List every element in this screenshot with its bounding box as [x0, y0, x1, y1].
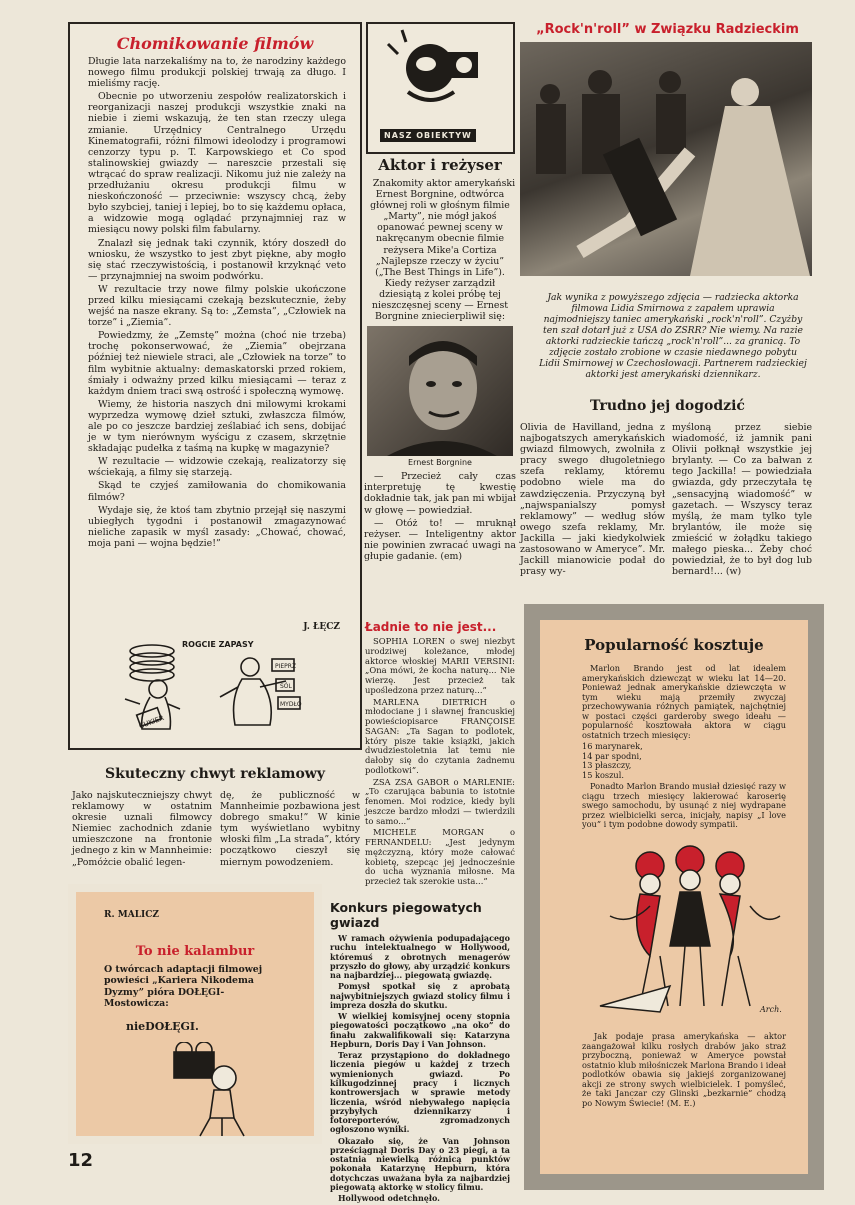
page-number: 12	[68, 1150, 94, 1171]
fans-cartoon	[590, 836, 790, 1016]
kalambur-author: R. MALICZ	[104, 910, 159, 920]
paragraph: MARLENA DIETRICH o młodociane j i sławnej francuskiej powieściopisarce FRANÇOISE SAGAN: „Ta Sagan to podlotek, który pisze takie książki, jakich dwudziestoletnia lat temu nie dałoby się do czytania żadnemu podlotkowi”.	[365, 696, 515, 775]
paragraph: W ramach ożywienia podupadającego ruchu intelektualnego w Hollywood, któremuś z obrotnych menagerów przyszło do głowy, aby urządzić konkurs na najbardziej... piegowatą gwiazdę.	[330, 933, 510, 981]
cartoon-label: PIEPRZ	[275, 663, 297, 670]
cartoon-label: SÓL	[280, 683, 292, 690]
kalambur-frame	[68, 884, 322, 1144]
chomikowanie-text	[88, 56, 346, 551]
ladnie-title: Ładnie to nie jest...	[365, 620, 497, 634]
paragraph: Wydaje się, że ktoś tam zbytnio przejął się naszymi ubiegłych tygodni i postanowił zmagazynować nieliche zapasik w myśl zasady: „Chować, chować, moja pani — wojna będzie!”	[88, 504, 346, 549]
paragraph: Pomysł spotkał się z aprobatą najwybitniejszych gwiazd stolicy filmu i impreza doszła do skutku.	[330, 981, 510, 1010]
paragraph: Skąd te czyjeś zamiłowania do chomikowania filmów?	[88, 480, 346, 503]
konkurs-article	[330, 900, 510, 1205]
konkurs-title: Konkurs piegowatych gwiazd	[330, 900, 482, 930]
chomikowanie-box	[68, 22, 362, 750]
cameraman-icon	[164, 1042, 264, 1138]
portrait-icon	[367, 326, 513, 456]
list-item: 16 marynarek,	[582, 741, 643, 752]
popularnosc-text	[582, 664, 786, 832]
paragraph: Okazało się, że Van Johnson prześciągnął Doris Day o 23 piegi, a ta ostatnia niewielką różnicą punktów pokonała Katarzynę Hepburn, która dotychczas uważana była za najbardziej piegowatą aktorkę w stolicy filmu.	[330, 1135, 510, 1192]
aktor-text-top	[364, 178, 516, 322]
paragraph: Znalazł się jednak taki czynnik, który doszedł do wniosku, że wszystko to jest zbyt piękne, aby mogło się stać rzeczywistością, i postanowił krzyknąć veto — przynajmniej na swoim podwórku.	[88, 237, 346, 282]
dancing-couple-icon	[520, 42, 812, 276]
paragraph: Znakomity aktor amerykański Ernest Borgnine, odtwórca głównej roli w głośnym filmie „Marty”, nie mógł jakoś opanować pewnej sceny w nakręcanym obecnie filmie reżysera Mike'a Cortiza „Najlepsze rzeczy w życiu” („The Best Things in Life”). Kiedy reżyser zarządził dziesiątą z kolei próbę tej nieszczęsnej sceny — Ernest Borgnine zniecierpliwił się:	[370, 178, 516, 323]
paragraph: — Przecież cały czas interpretuję tę kwestię dokładnie tak, jak pan mi wbijał w głowę — powiedział.	[364, 471, 516, 516]
konkurs-text	[330, 934, 510, 1203]
paragraph: W rezultacie — widzowie czekają, realizatorzy się wściekają, a filmy się starzeją.	[88, 456, 346, 479]
cartoon-label: ROGCIE ZAPASY	[182, 640, 254, 649]
paragraph: MICHELE MORGAN o FERNANDELU: „Jest jedynym mężczyzną, który może całować kobietę, szepcąc jej jednocześnie do ucha wyznania miłosne. Ma przecież tak szerokie usta...”	[365, 827, 515, 886]
paragraph: Teraz przystąpiono do dokładnego liczenia piegów u każdej z trzech wymienionych gwiazd. Po kilkugodzinnej pracy i licznych kontrowersjach w sprawie metody liczenia, wśród niebywałego napięcia przybyłych dziennikarzy i fotoreporterów, zgromadzonych ogłoszono wyniki.	[330, 1050, 510, 1135]
list-item: 13 płaszczy,	[582, 760, 632, 771]
popularnosc-box	[540, 620, 808, 1174]
paragraph: Marlon Brando jest od lat idealem amerykańskich dziewcząt w wieku lat 14—20. Ponieważ jednak amerykańskie dziewczęta w tym wieku mają przemiły zwyczaj przechowywania różnych pamiątek, najchętniej w postaci części garderoby swego ideału — popularność kosztowała aktora w ciągu ostatnich trzech miesięcy:	[582, 663, 786, 740]
trudno-title: Trudno jej dogodzić	[590, 398, 745, 414]
ladnie-article	[365, 620, 515, 889]
rock-caption: Jak wynika z powyższego zdjęcia — radziecka aktorka filmowa Lidia Smirnowa z zapałem uprawia najmodniejszy taniec amerykański „rock'n'roll”. Czyżby ten szał dotarł już z USA do ZSRR? Nie wiemy. Na razie aktorki radzieckie tańczą „rock'n'roll”... za granicą. To zdjęcie zostało zrobione w czasie niedawnego pobytu Lidii Smirnowej w Czechosłowacji. Partnerem radzieckiej aktorki jest amerykański dziennikarz.	[539, 292, 807, 381]
aktor-title: Aktor i reżyser	[378, 156, 502, 174]
paragraph: SOPHIA LOREN o swej niezbyt urodziwej koleżance, młodej aktorce włoskiej MARII VERSINI: „Ona mówi, że kocha naturę... Nie wierzę. Jest przecież tak upośledzona przez naturę...”	[365, 636, 515, 695]
camera-mascot-icon	[368, 24, 509, 124]
skuteczny-col1: Jako najskuteczniejszy chwyt reklamowy w ostatnim okresie uznali filmowcy Niemiec zachodnich zdanie umieszczone na frontonie jednego z kin w Mannheimie: „Pomóżcie obalić legen-	[72, 790, 212, 868]
borgnine-photo	[367, 326, 513, 456]
kalambur-text: O twórcach adaptacji filmowej powieści „Kariera Nikodema Dyzmy” pióra DOŁĘGI-Mostowicza:	[104, 964, 263, 1010]
cartoon-label: MYDŁO	[280, 701, 302, 708]
cartoon-signature: Arch.	[760, 1005, 782, 1014]
list-item: 14 par spodni,	[582, 750, 642, 761]
popularnosc-frame	[524, 604, 824, 1190]
nasz-obiektyw-label: NASZ OBIEKTYW	[380, 129, 476, 142]
kalambur-punch: nieDOŁĘGI.	[126, 1020, 199, 1033]
chomikowanie-author: J. ŁĘCZ	[303, 622, 340, 632]
trudno-col1: Olivia de Havilland, jedna z najbogatszych amerykańskich gwiazd filmowych, zwolniła z pracy swego długoletniego szefa reklamy, któremu podobno wiele ma do zawdzięczenia. Przyczyną był „najwspanialszy pomysł reklamowy” — według słów owego szefa reklamy, Mr. Jackilla — jaki kiedykolwiek zastosowano w Ameryce”. Mr. Jackill mianowicie podał do prasy wy-	[520, 422, 665, 578]
aktor-article	[364, 156, 516, 564]
rock-title: „Rock'n'roll” w Związku Radzieckim	[536, 22, 799, 37]
paragraph: W rezultacie trzy nowe filmy polskie ukończone przed kilku miesiącami czekają bezskutecznie, żeby wejść na nasze ekrany. Są to: „Zemsta”, „Człowiek na torze” i „Ziemia”.	[88, 283, 346, 329]
popularnosc-title: Popularność kosztuje	[584, 636, 764, 654]
paragraph: Ponadto Marlon Brando musiał dziesięć razy w ciągu trzech miesięcy lakierować karoserię swego samochodu, by usunąć z niej wydrapane przez wielbicielki serca, inicjały, napisy „I love you” i tym podobne dowody sympatii.	[582, 781, 786, 830]
ladnie-text	[365, 637, 515, 887]
paragraph: Obecnie po utworzeniu zespołów realizatorskich i reorganizacji naszej produkcji wszystkie znaki na niebie i ziemi wskazują, że ten stan rzeczy ulega zmianie. Urzędnicy Centralnego Urzędu Kinematografii, różni filmowi ideolodzy i programowi cenzorzy typu p. T. Karpowskiego et Co spod stalinowskiej gwiazdy — nareszcie przestali się wtrącać do spraw realizacji. Nikomu już nie zależy na przedłużaniu okresu produkcji filmu w nieskończoność — przeciwnie: wszyscy chcą, żeby było szybciej, taniej i lepiej, bo to się każdemu opłaca, a widzowie mogą oglądać przynajmniej raz w miesiącu nowy polski film fabularny.	[88, 91, 346, 236]
paragraph: Powiedzmy, że „Zemstę” można (choć nie trzeba) trochę pokonserwować, że „Ziemia” obejrzana później też niewiele straci, ale „Człowiek na torze” to film wybitnie aktualny: demaskatorski przed rokiem, śmiały i odważny przed kilku miesiącami — teraz z każdym dniem traci swą ostrość i społeczną wymowę.	[88, 330, 346, 397]
paragraph: Długie lata narzekaliśmy na to, że narodziny każdego nowego filmu produkcji polskiej trwają za długo. I mieliśmy rację.	[88, 56, 346, 90]
paragraph: ZSA ZSA GABOR o MARLENIE: „To czarująca babunia to istotnie fenomen. Moi rodzice, kiedy byli jeszcze bardzo młodzi — twierdzili to samo...”	[365, 776, 515, 826]
paragraph: — Otóż to! — mruknął reżyser. — Inteligentny aktor nie powinien zwracać uwagi na głupie gadanie. (em)	[364, 517, 516, 562]
popularnosc-bottom: Jak podaje prasa amerykańska — aktor zaangażował kilku rosłych drabów jako straż przyboczną, ponieważ w Ameryce powstał ostatnio klub miłośniczek Marlona Brando i ideał podlotków obawia się jakiejś zorganizowanej akcji ze strony swych wielbicielek. I pomyśleć, że taki Janczar czy Glinski „bezkarnie” chodzą po Nowym Świecie! (M. E.)	[582, 1031, 786, 1108]
cartoon-label: CUKIER	[137, 714, 166, 731]
trudno-col2: myśloną przez siebie wiadomość, iż jamnik pani Olivii połknął wszystkie jej brylanty. — Co za bałwan z tego Jackilla! — powiedziała gwiazda, gdy przeczytała tę „sensacyjną wiadomość” w gazetach. — Wszyscy teraz myślą, że mam tylko tyle brylantów, ile może się zmieścić w żołądku takiego małego pieska... Żeby choć powiedział, że to był dog lub bernard!... (w)	[672, 422, 812, 578]
paragraph: Wiemy, że historia naszych dni milowymi krokami wyprzedza wymowę dzieł sztuki, zwłaszcza filmów, ale po co jeszcze bardziej ześlabiać ich sens, dobijać je w tym nierównym wyścigu z czasem, skrzętnie składając pudełka z taśmą na kupkę w magazynie?	[88, 398, 346, 455]
skuteczny-col2: dę, że publiczność w Mannheimie pozbawiona jest dobrego smaku!” W kinie tym wyświetlano wybitny włoski film „La strada”, który początkowo cieszył się miernym powodzeniem.	[220, 790, 360, 868]
skuteczny-title: Skuteczny chwyt reklamowy	[105, 766, 325, 782]
aktor-text-bottom	[364, 471, 516, 562]
list-item: 15 koszul.	[582, 769, 624, 780]
borgnine-caption: Ernest Borgnine	[408, 458, 472, 468]
hoarding-cartoon	[110, 629, 320, 741]
paragraph: Hollywood odetchnęło.	[338, 1193, 440, 1204]
rock-photo	[520, 42, 812, 276]
kalambur-title: To nie kalambur	[135, 944, 255, 959]
nasz-obiektyw-logo	[366, 22, 515, 154]
paragraph: W wielkiej komisyjnej oceny stopnia piegowatości początkowo „na oko” do finału zakwalifikowali się: Katarzyna Hepburn, Doris Day i Van Johnson.	[330, 1011, 510, 1049]
chomikowanie-title: Chomikowanie filmów	[116, 34, 314, 53]
